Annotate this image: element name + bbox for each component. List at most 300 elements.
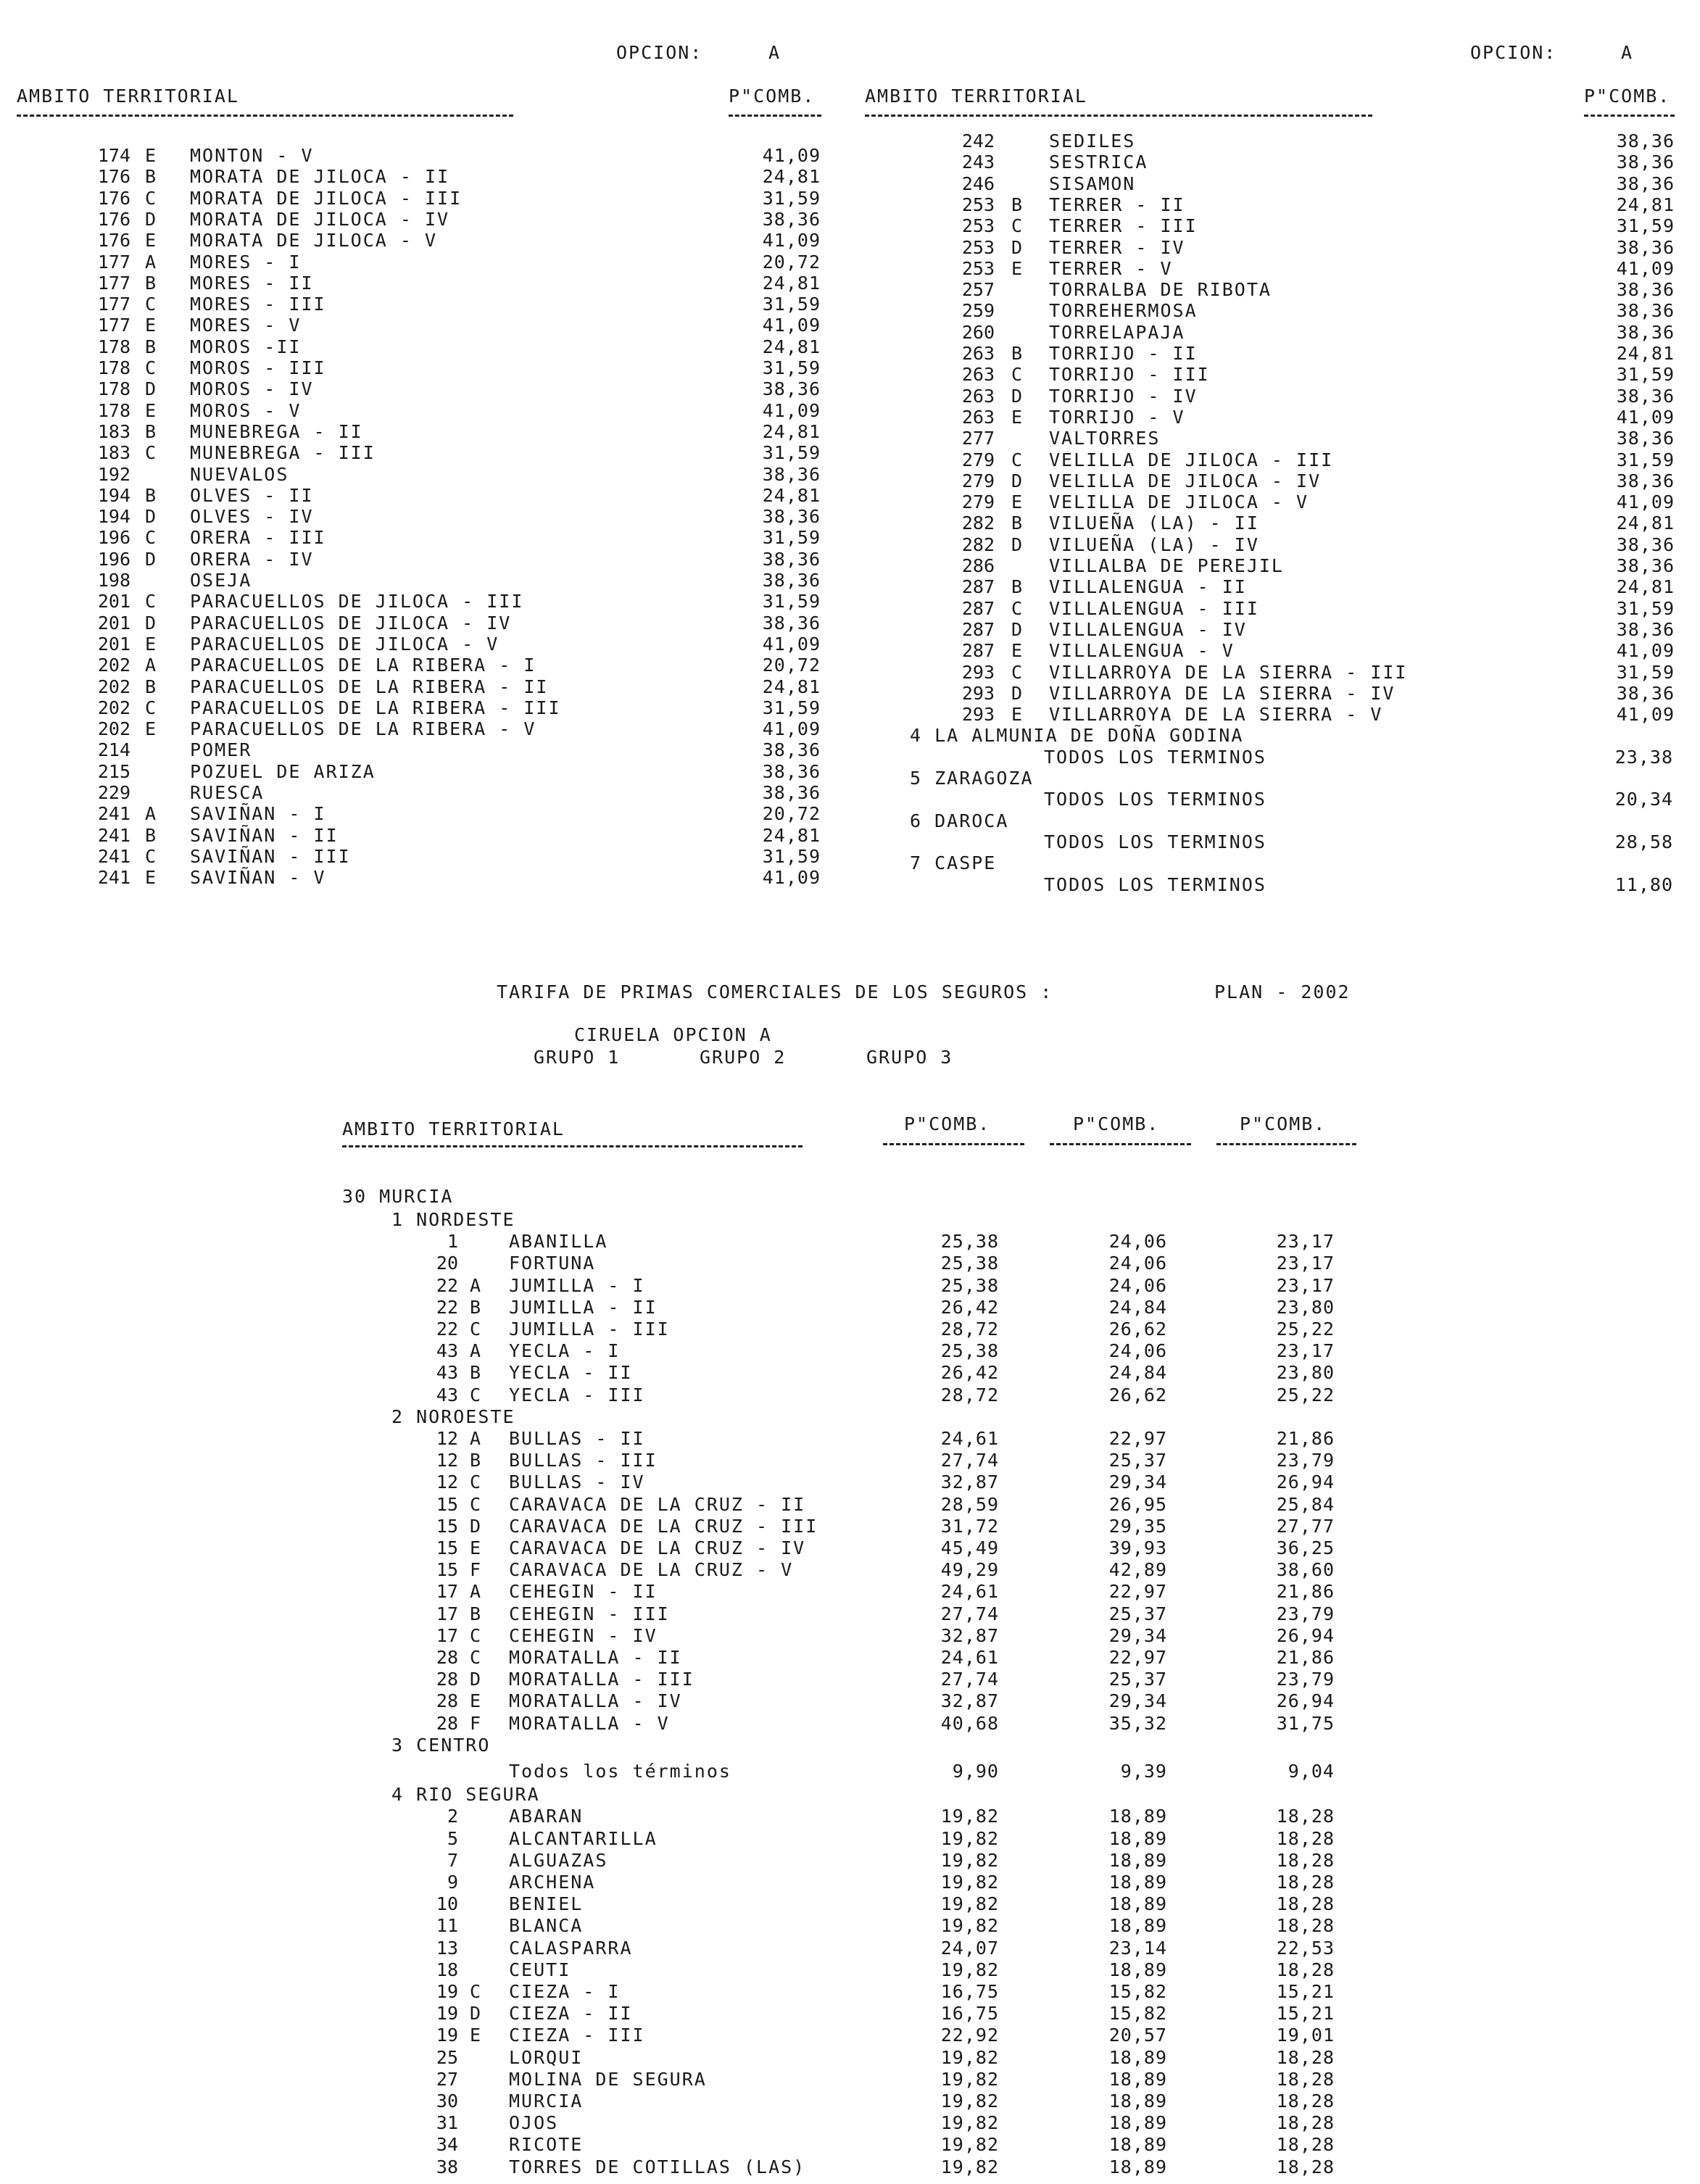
table-row xyxy=(0,364,1700,385)
row-name: TERRER - II xyxy=(1049,194,1185,215)
group-3-label: GRUPO 3 xyxy=(866,1047,953,1068)
row-name: YECLA - III xyxy=(509,1384,645,1406)
table-row xyxy=(0,831,1700,852)
row-code: 293 xyxy=(961,682,995,704)
row-name: SAVIÑAN - III xyxy=(190,845,351,867)
row-name: SESTRICA xyxy=(1049,151,1148,173)
row-name: YECLA - I xyxy=(509,1340,621,1362)
row-value-g1: 24,07 xyxy=(940,1937,999,1959)
row-value-g3: 23,79 xyxy=(1276,1450,1335,1471)
row-name: PARACUELLOS DE LA RIBERA - I xyxy=(190,655,536,676)
row-value-g2: 18,89 xyxy=(1108,2046,1167,2068)
row-subcode: C xyxy=(470,1319,481,1340)
table-row xyxy=(0,1872,1700,1893)
row-name: PARACUELLOS DE LA RIBERA - III xyxy=(190,697,561,718)
row-code: 178 xyxy=(97,336,130,357)
table-row xyxy=(0,683,1700,704)
row-value: 41,09 xyxy=(1616,704,1675,726)
row-value: 24,81 xyxy=(1616,343,1675,364)
row-name: FORTUNA xyxy=(509,1253,596,1274)
row-value-g2: 18,89 xyxy=(1108,1893,1167,1915)
row-code: 253 xyxy=(961,194,995,215)
table-row xyxy=(0,2003,1700,2024)
row-value-g1: 16,75 xyxy=(940,2003,999,2025)
row-value: 24,81 xyxy=(762,676,821,697)
row-subcode: A xyxy=(145,655,157,676)
row-value-g3: 9,04 xyxy=(1288,1761,1335,1782)
row-subcode: E xyxy=(145,399,157,421)
row-code: 279 xyxy=(961,449,995,470)
row-code: 287 xyxy=(961,618,995,640)
row-value-g3: 18,28 xyxy=(1276,2068,1335,2090)
row-code: 30 xyxy=(436,2090,458,2112)
table-row xyxy=(0,151,1700,173)
row-value-g3: 26,94 xyxy=(1276,1690,1335,1712)
row-value-g3: 21,86 xyxy=(1276,1647,1335,1668)
row-code: 293 xyxy=(961,704,995,726)
row-name: MOROS -II xyxy=(190,336,302,357)
table-row xyxy=(0,386,1700,407)
row-name: YECLA - II xyxy=(509,1362,633,1384)
table-row xyxy=(0,1319,1700,1340)
row-value-g3: 18,28 xyxy=(1276,1806,1335,1827)
row-code: 287 xyxy=(961,576,995,598)
row-code: 215 xyxy=(97,760,130,782)
table-row xyxy=(0,449,1700,470)
row-code: 15 xyxy=(436,1493,458,1515)
row-value: 38,36 xyxy=(1616,130,1675,151)
row-name: CARAVACA DE LA CRUZ - II xyxy=(509,1493,806,1515)
header-pcomb: P"COMB. xyxy=(1584,86,1671,107)
table-row xyxy=(0,1850,1700,1871)
row-value-g2: 26,62 xyxy=(1108,1319,1167,1340)
row-value: 31,59 xyxy=(1616,661,1675,683)
row-name: CEUTI xyxy=(509,1959,571,1980)
row-subcode: B xyxy=(145,676,157,697)
row-value: 28,58 xyxy=(1614,831,1673,852)
row-value: 31,59 xyxy=(1616,364,1675,386)
row-value: 24,81 xyxy=(762,420,821,442)
row-name: VILLALENGUA - V xyxy=(1049,640,1235,662)
row-value-g3: 23,80 xyxy=(1276,1362,1335,1384)
header-pcomb: P"COMB. xyxy=(729,86,816,107)
row-name: VILLALENGUA - III xyxy=(1049,597,1259,619)
table-row xyxy=(0,1959,1700,1980)
row-code: 257 xyxy=(961,279,995,301)
row-value: 20,34 xyxy=(1614,789,1673,810)
row-subcode: D xyxy=(1011,470,1023,491)
table-row xyxy=(0,407,1700,428)
row-value: 38,36 xyxy=(1616,533,1675,555)
row-value-g2: 18,89 xyxy=(1108,2068,1167,2090)
table-row xyxy=(0,747,1700,768)
row-value: 41,09 xyxy=(762,315,821,336)
row-subcode: D xyxy=(145,208,157,230)
row-value-g1: 32,87 xyxy=(940,1471,999,1493)
pcomb-divider-2 xyxy=(1050,1143,1191,1145)
plan-label: PLAN - 2002 xyxy=(1214,981,1351,1002)
table-row xyxy=(0,173,1700,194)
row-value-g2: 25,37 xyxy=(1108,1450,1167,1471)
row-code: 38 xyxy=(436,2156,458,2177)
row-value: 38,36 xyxy=(1616,618,1675,640)
row-name: VELILLA DE JILOCA - IV xyxy=(1049,470,1322,491)
table-row xyxy=(0,1893,1700,1914)
tariff-title: TARIFA DE PRIMAS COMERCIALES DE LOS SEGUROS : xyxy=(497,981,1053,1002)
row-subcode: E xyxy=(145,315,157,336)
row-name: MOLINA DE SEGURA xyxy=(509,2068,707,2090)
table-row xyxy=(0,1625,1700,1646)
row-code: 25 xyxy=(436,2046,458,2068)
row-value-g2: 24,06 xyxy=(1108,1340,1167,1362)
row-value: 31,59 xyxy=(762,294,821,315)
row-name: VILLALENGUA - II xyxy=(1049,576,1247,598)
row-code: 178 xyxy=(97,357,130,378)
row-name: TORRIJO - V xyxy=(1049,406,1185,428)
row-code: 202 xyxy=(97,697,130,718)
row-subcode: E xyxy=(145,230,157,252)
row-name: MORATALLA - III xyxy=(509,1669,694,1690)
row-code: 17 xyxy=(436,1603,458,1624)
row-value-g2: 29,34 xyxy=(1108,1624,1167,1646)
row-name: TERRER - V xyxy=(1049,257,1173,279)
option-label: OPCION: xyxy=(616,42,703,63)
row-subcode: C xyxy=(470,1624,481,1646)
row-name: TORREHERMOSA xyxy=(1049,300,1198,322)
row-code: 287 xyxy=(961,597,995,619)
header-ambito: AMBITO TERRITORIAL xyxy=(865,86,1087,107)
row-value-g1: 26,42 xyxy=(940,1362,999,1384)
row-name: NUEVALOS xyxy=(190,463,289,485)
row-value: 24,81 xyxy=(762,824,821,846)
row-code: 11 xyxy=(436,1915,458,1937)
row-value-g2: 18,89 xyxy=(1108,2156,1167,2177)
row-value-g2: 18,89 xyxy=(1108,1806,1167,1827)
row-value: 38,36 xyxy=(762,782,821,803)
row-value-g3: 18,28 xyxy=(1276,1872,1335,1893)
option-value: A xyxy=(768,42,781,63)
row-code: 241 xyxy=(97,803,130,825)
row-value-g2: 23,14 xyxy=(1108,1937,1167,1959)
row-value-g2: 18,89 xyxy=(1108,2134,1167,2156)
row-name: MONTON - V xyxy=(190,145,314,166)
row-value-g3: 25,84 xyxy=(1276,1493,1335,1515)
row-value-g3: 18,28 xyxy=(1276,2112,1335,2134)
row-subcode: C xyxy=(470,1981,481,2002)
row-name: MORATA DE JILOCA - IV xyxy=(190,208,450,230)
row-name: POMER xyxy=(190,739,252,761)
row-value-g2: 22,97 xyxy=(1108,1647,1167,1668)
row-value: 24,81 xyxy=(1616,576,1675,598)
row-value-g2: 18,89 xyxy=(1108,2112,1167,2134)
row-value: 38,36 xyxy=(1616,300,1675,322)
row-value: 20,72 xyxy=(762,803,821,825)
table-row xyxy=(0,300,1700,321)
row-value: 38,36 xyxy=(762,760,821,782)
table-row xyxy=(0,1428,1700,1449)
row-value-g1: 28,72 xyxy=(940,1319,999,1340)
region-title: 7 CASPE xyxy=(910,852,997,874)
row-value-g1: 27,74 xyxy=(940,1450,999,1471)
table-row xyxy=(0,1761,1700,1782)
row-code: 202 xyxy=(97,676,130,697)
table-row xyxy=(0,1581,1700,1602)
row-code: 202 xyxy=(97,655,130,676)
row-value: 41,09 xyxy=(762,718,821,740)
row-name: OJOS xyxy=(509,2112,559,2134)
table-row xyxy=(0,1494,1700,1515)
row-code: 34 xyxy=(436,2134,458,2156)
table-row xyxy=(0,2090,1700,2112)
row-name: OSEJA xyxy=(190,570,252,591)
table-row xyxy=(0,1938,1700,1959)
row-value-g1: 49,29 xyxy=(940,1559,999,1581)
row-name: CIEZA - I xyxy=(509,1981,621,2002)
row-name: BULLAS - II xyxy=(509,1428,645,1449)
row-code: 178 xyxy=(97,399,130,421)
table-row xyxy=(0,1537,1700,1558)
row-value: 41,09 xyxy=(1616,257,1675,279)
row-name: VILLARROYA DE LA SIERRA - IV xyxy=(1049,682,1396,704)
row-code: 43 xyxy=(436,1340,458,1362)
row-value-g2: 18,89 xyxy=(1108,1849,1167,1871)
row-subcode: B xyxy=(1011,194,1023,215)
row-name: TODOS LOS TERMINOS xyxy=(1044,789,1266,810)
row-value-g1: 9,90 xyxy=(952,1761,999,1782)
row-name: TODOS LOS TERMINOS xyxy=(1044,831,1266,852)
row-code: 242 xyxy=(961,130,995,151)
row-code: 5 xyxy=(447,1827,458,1849)
header-divider xyxy=(865,115,1372,117)
row-name: VILLALBA DE PEREJIL xyxy=(1049,555,1284,576)
row-value: 31,59 xyxy=(762,591,821,613)
row-value-g3: 18,28 xyxy=(1276,1893,1335,1915)
pcomb-divider xyxy=(729,115,821,117)
row-subcode: A xyxy=(145,803,157,825)
row-value-g2: 26,62 xyxy=(1108,1384,1167,1406)
row-value: 38,36 xyxy=(1616,682,1675,704)
row-name: TERRER - III xyxy=(1049,215,1198,237)
row-value-g1: 25,38 xyxy=(940,1340,999,1362)
table-row xyxy=(0,215,1700,236)
row-value-g1: 19,82 xyxy=(940,2156,999,2177)
row-value-g3: 36,25 xyxy=(1276,1537,1335,1558)
row-name: PARACUELLOS DE LA RIBERA - II xyxy=(190,676,549,697)
row-name: TORRIJO - II xyxy=(1049,343,1198,364)
table-row xyxy=(0,789,1700,810)
table-row xyxy=(0,1559,1700,1580)
row-name: CIEZA - II xyxy=(509,2003,633,2025)
row-code: 13 xyxy=(436,1937,458,1959)
row-value-g2: 22,97 xyxy=(1108,1581,1167,1603)
row-value: 38,36 xyxy=(762,548,821,570)
table-row xyxy=(0,343,1700,364)
row-subcode: B xyxy=(470,1296,481,1318)
row-code: 17 xyxy=(436,1624,458,1646)
row-subcode: D xyxy=(145,612,157,634)
row-value: 24,81 xyxy=(762,272,821,294)
row-value: 31,59 xyxy=(1616,215,1675,237)
row-subcode: B xyxy=(145,484,157,506)
row-subcode: C xyxy=(470,1384,481,1406)
row-name: ALGUAZAS xyxy=(509,1849,608,1871)
row-code: 176 xyxy=(97,230,130,252)
row-name: MURCIA xyxy=(509,2090,584,2112)
row-name: SAVIÑAN - V xyxy=(190,867,326,889)
table-row xyxy=(0,1669,1700,1690)
table-row xyxy=(0,1713,1700,1734)
table-row xyxy=(0,555,1700,576)
table-row xyxy=(0,1981,1700,2002)
table-row xyxy=(0,1603,1700,1624)
row-name: JUMILLA - I xyxy=(509,1274,645,1296)
row-value-g1: 19,82 xyxy=(940,1959,999,1980)
row-value-g2: 9,39 xyxy=(1120,1761,1167,1782)
row-code: 176 xyxy=(97,166,130,188)
row-name: MOROS - IV xyxy=(190,378,314,400)
row-name: VILLARROYA DE LA SIERRA - V xyxy=(1049,704,1383,726)
row-value-g3: 23,80 xyxy=(1276,1296,1335,1318)
row-code: 260 xyxy=(961,321,995,343)
header-ambito: AMBITO TERRITORIAL xyxy=(17,86,239,107)
table-row xyxy=(0,1340,1700,1361)
row-value-g1: 26,42 xyxy=(940,1296,999,1318)
row-name: CARAVACA DE LA CRUZ - III xyxy=(509,1515,818,1537)
row-value-g3: 22,53 xyxy=(1276,1937,1335,1959)
row-code: 202 xyxy=(97,718,130,740)
row-code: 43 xyxy=(436,1362,458,1384)
row-value-g2: 24,84 xyxy=(1108,1296,1167,1318)
row-code: 194 xyxy=(97,506,130,528)
row-value-g2: 18,89 xyxy=(1108,2090,1167,2112)
row-name: TORRES DE COTILLAS (LAS) xyxy=(509,2156,806,2177)
row-subcode: D xyxy=(145,506,157,528)
row-value: 38,36 xyxy=(762,739,821,761)
row-subcode: E xyxy=(1011,491,1023,513)
row-value-g3: 21,86 xyxy=(1276,1428,1335,1449)
table-row xyxy=(0,1516,1700,1537)
row-value: 24,81 xyxy=(1616,194,1675,215)
row-subcode: E xyxy=(145,867,157,889)
row-name: BENIEL xyxy=(509,1893,584,1915)
row-code: 241 xyxy=(97,867,130,889)
row-name: MORATALLA - IV xyxy=(509,1690,682,1712)
row-code: 243 xyxy=(961,151,995,173)
table-row xyxy=(0,428,1700,449)
row-value: 24,81 xyxy=(762,166,821,188)
row-code: 287 xyxy=(961,640,995,662)
row-value-g3: 21,86 xyxy=(1276,1581,1335,1603)
row-name: PARACUELLOS DE JILOCA - IV xyxy=(190,612,512,634)
row-name: CALASPARRA xyxy=(509,1937,633,1959)
row-code: 10 xyxy=(436,1893,458,1915)
row-name: JUMILLA - III xyxy=(509,1319,670,1340)
row-code: 19 xyxy=(436,2025,458,2046)
table-row xyxy=(0,640,1700,661)
row-name: OLVES - IV xyxy=(190,506,314,528)
crop-option-subtitle: CIRUELA OPCION A xyxy=(574,1024,772,1045)
row-value-g2: 35,32 xyxy=(1108,1712,1167,1734)
row-code: 177 xyxy=(97,272,130,294)
row-value-g3: 38,60 xyxy=(1276,1559,1335,1581)
row-code: 183 xyxy=(97,420,130,442)
table-row xyxy=(0,2156,1700,2177)
row-subcode: C xyxy=(470,1471,481,1493)
row-name: MORATALLA - II xyxy=(509,1647,682,1668)
row-value-g1: 32,87 xyxy=(940,1690,999,1712)
row-name: TORRALBA DE RIBOTA xyxy=(1049,279,1272,301)
table-row xyxy=(0,1275,1700,1296)
row-value-g2: 29,35 xyxy=(1108,1515,1167,1537)
row-subcode: D xyxy=(1011,236,1023,258)
row-value: 38,36 xyxy=(1616,279,1675,301)
row-code: 19 xyxy=(436,1981,458,2002)
row-code: 279 xyxy=(961,491,995,513)
row-subcode: F xyxy=(470,1712,481,1734)
row-subcode: B xyxy=(145,420,157,442)
row-value-g2: 25,37 xyxy=(1108,1603,1167,1624)
comarca-title: 2 NOROESTE xyxy=(391,1406,515,1427)
row-value-g2: 18,89 xyxy=(1108,1959,1167,1980)
row-name: TODOS LOS TERMINOS xyxy=(1044,873,1266,895)
row-value-g2: 24,06 xyxy=(1108,1253,1167,1274)
row-value-g1: 31,72 xyxy=(940,1515,999,1537)
row-value: 11,80 xyxy=(1614,873,1673,895)
row-value: 31,59 xyxy=(1616,597,1675,619)
row-value-g2: 22,97 xyxy=(1108,1428,1167,1449)
table-row xyxy=(0,130,1700,151)
table-row xyxy=(0,1828,1700,1849)
row-value-g2: 15,82 xyxy=(1108,1981,1167,2002)
row-name: CEHEGIN - II xyxy=(509,1581,658,1603)
row-value: 38,36 xyxy=(1616,151,1675,173)
table-row xyxy=(0,2047,1700,2068)
row-code: 214 xyxy=(97,739,130,761)
row-value-g1: 28,59 xyxy=(940,1493,999,1515)
row-code: 246 xyxy=(961,173,995,194)
row-value-g2: 29,34 xyxy=(1108,1690,1167,1712)
row-name: ALCANTARILLA xyxy=(509,1827,658,1849)
row-value-g1: 19,82 xyxy=(940,2068,999,2090)
row-name: BULLAS - III xyxy=(509,1450,658,1471)
row-value: 38,36 xyxy=(1616,555,1675,576)
row-name: CEHEGIN - IV xyxy=(509,1624,658,1646)
row-subcode: C xyxy=(145,442,157,464)
row-subcode: D xyxy=(470,1515,481,1537)
row-name: VALTORRES xyxy=(1049,428,1161,449)
row-subcode: F xyxy=(470,1559,481,1581)
row-subcode: E xyxy=(1011,257,1023,279)
row-value-g3: 18,28 xyxy=(1276,2134,1335,2156)
row-value: 20,72 xyxy=(762,655,821,676)
row-name: VILUEÑA (LA) - IV xyxy=(1049,533,1259,555)
table-row xyxy=(0,662,1700,683)
row-code: 28 xyxy=(436,1690,458,1712)
row-code: 201 xyxy=(97,633,130,655)
row-value: 38,36 xyxy=(1616,428,1675,449)
row-name: ABANILLA xyxy=(509,1231,608,1253)
row-value-g1: 32,87 xyxy=(940,1624,999,1646)
row-name: MOROS - III xyxy=(190,357,326,378)
row-value-g1: 22,92 xyxy=(940,2025,999,2046)
row-code: 279 xyxy=(961,470,995,491)
row-name: ABARAN xyxy=(509,1806,584,1827)
row-value-g2: 18,89 xyxy=(1108,1827,1167,1849)
row-name: TORRIJO - III xyxy=(1049,364,1210,386)
row-subcode: E xyxy=(470,1690,481,1712)
comarca-title: 3 CENTRO xyxy=(391,1734,491,1756)
row-subcode: C xyxy=(1011,364,1023,386)
